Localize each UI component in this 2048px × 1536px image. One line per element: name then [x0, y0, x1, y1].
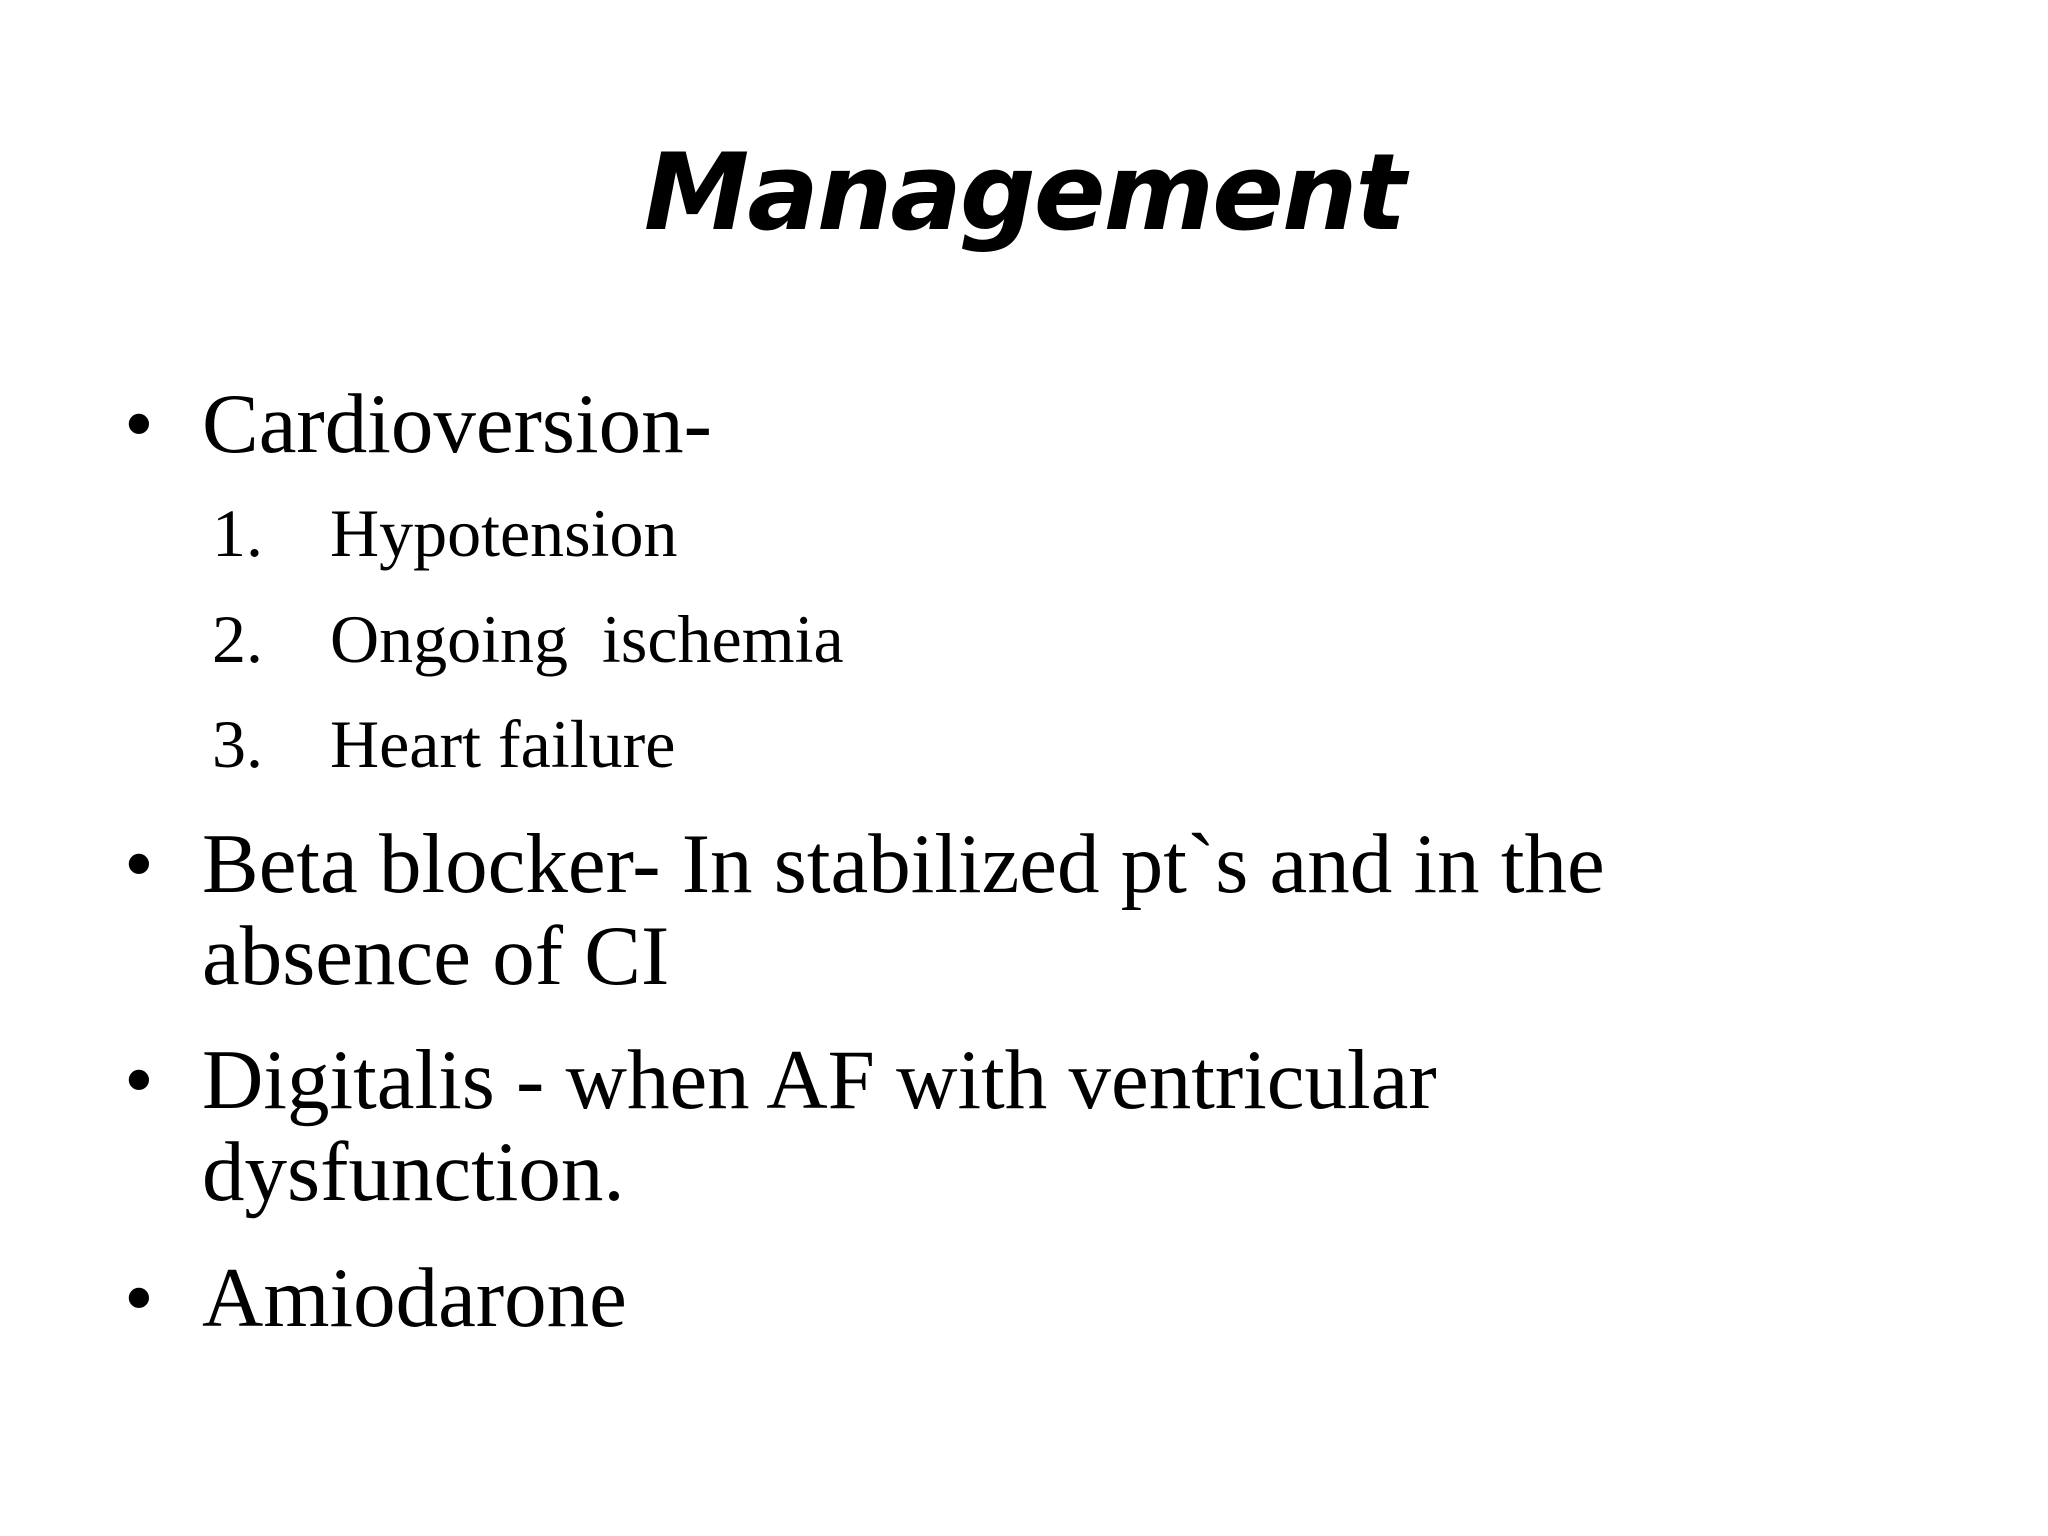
bullet-text-line2: dysfunction.: [202, 1125, 625, 1219]
bullet-text: Cardioversion-: [202, 377, 712, 471]
bullet-text-line1: Digitalis - when AF with ventricular: [202, 1033, 1437, 1127]
bullet-amiodarone: [124, 1252, 1744, 1344]
numbered-item-hypotension: [212, 494, 1612, 572]
bullet-dot: •: [124, 1033, 154, 1127]
item-text: Ongoing ischemia: [330, 601, 844, 677]
bullet-text: Amiodarone: [202, 1251, 627, 1345]
bullet-dot: •: [124, 1251, 154, 1345]
item-number: 3.: [212, 706, 263, 782]
bullet-cardioversion: [124, 378, 1744, 470]
item-number: 2.: [212, 601, 263, 677]
item-text: Hypotension: [330, 495, 678, 571]
numbered-item-heart-failure: [212, 705, 1612, 783]
numbered-item-ongoing-ischemia: [212, 600, 1612, 678]
bullet-text-line1: Beta blocker- In stabilized pt`s and in the: [202, 817, 1605, 911]
bullet-dot: •: [124, 377, 154, 471]
bullet-text-line2: absence of CI: [202, 909, 670, 1003]
slide-title: Management: [643, 131, 1405, 254]
item-text: Heart failure: [330, 706, 676, 782]
bullet-dot: •: [124, 817, 154, 911]
item-number: 1.: [212, 495, 263, 571]
bullet-beta-blocker: [124, 818, 1744, 1002]
bullet-digitalis: [124, 1034, 1744, 1218]
